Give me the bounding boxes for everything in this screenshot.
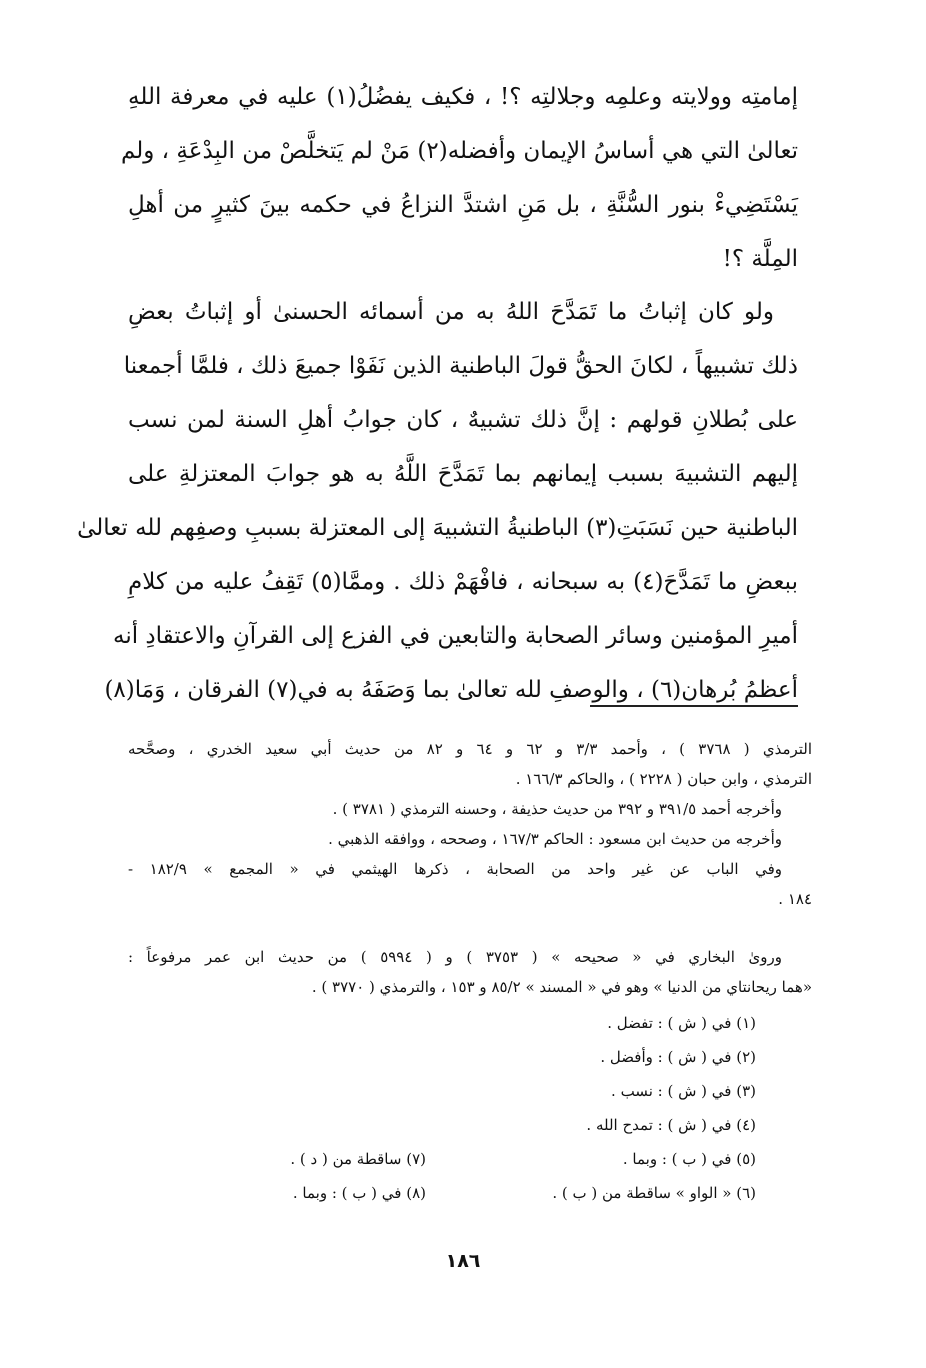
footnote-row [156,1108,756,1142]
note-line: ١٨٤ . [778,890,812,908]
continued-notes [128,734,812,914]
note-line: الترمذي ( ٣٧٦٨ ) ، وأحمد ٣/٣ و ٦٢ و ٦٤ و ٨٢ من حديث أبي سعيد الخدري ، وصحَّحه [128,740,813,758]
note-line: وروىٰ البخاري في « صحيحه » ( ٣٧٥٣ ) و ( ٥٩٩٤ ) من حديث ابن عمر مرفوعاً : [128,948,782,966]
footnote-row [156,1040,756,1074]
main-paragraph-2 [77,285,798,717]
text-line: على بُطلانِ قولهم : إنَّ ذلك تشبيهٌ ، كان جوابُ أهلِ السنة لمن نسب [128,407,798,433]
page-number: ١٨٦ [445,1250,481,1272]
note-line: وأخرجه من حديث ابن مسعود : الحاكم ١٦٧/٣ ، وصححه ، ووافقه الذهبي . [328,830,782,848]
bukhari-note [128,942,812,1002]
text-line: الباطنية حين نَسَبَتِ(٣) الباطنيةُ التشبيهَ إلى المعتزلة بسببِ وصفِهم لله تعالىٰ [77,515,798,541]
text-line: يَسْتَضِيءْ بنور السُّنَّةِ ، بل مَنِ اشتدَّ النزاعُ في حكمه بينَ كثيرٍ من أهلِ [128,192,798,218]
footnote-separator [590,705,798,707]
footnote-row [156,1074,756,1108]
text-line: ذلك تشبيهاً ، لكانَ الحقُّ قولَ الباطنية الذين نَفَوْا جميعَ ذلك ، فلمَّا أجمعنا [123,353,798,379]
footnote-7: (٧) ساقطة من ( د ) . [290,1150,426,1168]
text-line: ببعضِ ما تَمَدَّحَ(٤) به سبحانه ، فافْهَمْ ذلك . وممَّا(٥) تَقِفُ عليه من كلامِ [128,569,798,595]
text-line: إليهم التشبيهَ بسبب إيمانهم بما تَمَدَّحَ اللَّهُ به هو جوابَ المعتزلةِ على [128,461,798,487]
note-line: الترمذي ، وابن حبان ( ٢٢٢٨ ) ، والحاكم ١٦٦/٣ . [515,770,812,788]
footnotes [156,1006,756,1210]
footnote-2: (٢) في ( ش ) : وأفضل . [600,1048,756,1066]
footnote-6: (٦) « الواو » ساقطة من ( ب ) . [552,1184,756,1202]
footnote-row [156,1006,756,1040]
text-line: أعظمُ بُرهان(٦) ، والوصفِ لله تعالىٰ بما وَصَفَهُ به في(٧) الفرقان ، وَمَا(٨) [104,677,798,703]
text-line: أميرِ المؤمنين وسائر الصحابة والتابعين في الفزع إلى القرآنِ والاعتقادِ أنه [112,623,798,649]
note-line: «هما ريحانتاي من الدنيا » وهو في « المسند » ٨٥/٢ و ١٥٣ ، والترمذي ( ٣٧٧٠ ) . [311,978,812,996]
text-line: المِلَّة ؟! [722,246,798,272]
footnote-3: (٣) في ( ش ) : نسب . [611,1082,756,1100]
text-line: ولو كان إثباتُ ما تَمَدَّحَ اللهُ به من أسمائه الحسنىٰ أو إثباتُ بعضِ [128,299,774,325]
footnote-4: (٤) في ( ش ) : تمدح الله . [586,1116,756,1134]
text-line: تعالىٰ التي هي أساسُ الإيمان وأفضله(٢) مَنْ لم يَتخلَّصْ من البِدْعَةِ ، ولم [120,138,798,164]
footnote-5: (٥) في ( ب ) : وبما . [622,1150,756,1168]
main-paragraph-1 [120,70,798,286]
footnote-8: (٨) في ( ب ) : وبما . [292,1184,426,1202]
note-line: وأخرجه أحمد ٣٩١/٥ و ٣٩٢ من حديث حذيفة ، وحسنه الترمذي ( ٣٧٨١ ) . [332,800,782,818]
footnote-row [156,1142,756,1176]
footnote-1: (١) في ( ش ) : تفضل . [607,1014,756,1032]
note-line: وفي الباب عن غير واحد من الصحابة ، ذكرها الهيثمي في « المجمع » ١٨٢/٩ - [128,860,782,878]
text-line: إمامتِه وولايته وعلمِه وجلالتِه ؟! ، فكيف يفضُلُ(١) عليه في معرفة اللهِ [128,84,798,110]
footnote-row [156,1176,756,1210]
